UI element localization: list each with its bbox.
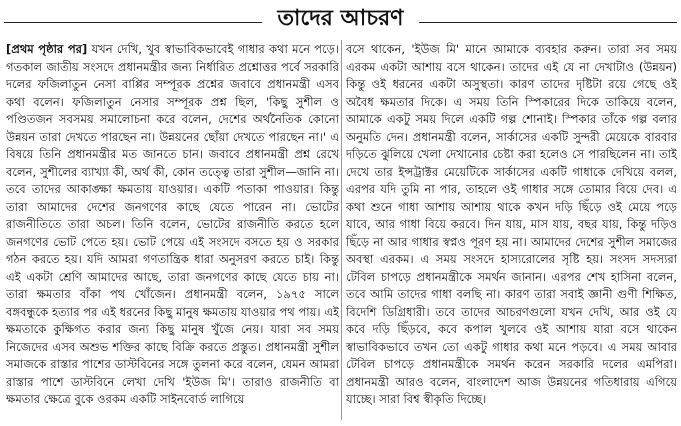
continued-from-front-page-tag: [প্রথম পৃষ্ঠার পর] <box>6 42 88 56</box>
headline: তাদের আচরণ <box>262 3 420 33</box>
headline-wrap <box>0 3 681 33</box>
left-column-paragraph <box>6 41 339 409</box>
column-divider <box>341 40 342 420</box>
right-column <box>346 41 677 409</box>
right-column-body: বসে থাকেন, 'ইউজ মি' মানে আমাকে ব্যবহার করুন। তারা সব সময় এরকম একটা আশায় বসে থাকেন। তাদের এই যে না দেখাটাও (উন্নয়ন) কিন্তু ওই ধরনের একটা অসুস্থতা। কারণ তাদের দৃষ্টিটা রয়ে গেছে ওই অবৈধ ক্ষমতার দিকে। এ সময় তিনি স্পিকারের দিকে তাকিয়ে বলেন, আমাকে একটু সময় দিলে একটি গল্প শোনাই। স্পিকার তাঁকে গল্প বলার অনুমতি দেন। প্রধানমন্ত্রী বলেন, সার্কাসের একটি সুন্দরী মেয়েকে বারবার দড়িতে ঝুলিয়ে খেলা দেখানোর চেষ্টা করা হলেও সে পারছিলেন না। তাই দেখে তার ইন্সট্রাক্টর মেয়েটিকে সার্কাসের একটি গাধাকে দেখিয়ে বলল, এরপর যদি তুমি না পার, তাহলে ওই গাধার সঙ্গে তোমার বিয়ে দেব। এ কথা শুনে গাধা আশায় আশায় থাকে কখন দড়ি ছিঁড়ে ওই মেয়ে পড়ে যাবে, আর গাধা বিয়ে করবে। দিন যায়, মাস যায়, বছর যায়, কিন্তু দড়িও ছিঁড়ে না আর গাধার স্বপ্নও পূরণ হয় না। আমাদের দেশের সুশীল সমাজের অবস্থা এরকম। এ সময় সংসদে হাস্যরোলের সৃষ্টি হয়। সংসদ সদস্যরা টেবিল চাপড়ে প্রধানমন্ত্রীকে সমর্থন জানান। এরপর শেখ হাসিনা বলেন, তবে আমি তাদের গাধা বলছি না। কারণ তারা সবাই জ্ঞানী গুণী শিক্ষিত, বিদেশি ডিগ্রিধারী। তবে তাদের আচরণগুলো যখন দেখি, আর ওই যে কবে দড়ি ছিঁড়বে, কবে কপাল খুলবে ওই আশায় যারা বসে থাকেন স্বাভাবিকভাবে তখন তো একটু গাধার কথা মনে পড়বে। এ সময় আবার টেবিল চাপড়ে প্রধানমন্ত্রীকে সমর্থন করেন সরকারি দলের এমপিরা। প্রধানমন্ত্রী আরও বলেন, বাংলাদেশ আজ উন্নয়নের গতিধারায় এগিয়ে যাচ্ছে। সারা বিশ্ব স্বীকৃতি দিচ্ছে। <box>346 42 677 406</box>
left-column <box>6 41 339 409</box>
left-column-body: যখন দেখি, খুব স্বাভাবিকভাবেই গাধার কথা মনে পড়ে। গতকাল জাতীয় সংসদে প্রধানমন্ত্রীর জন্য নির্ধারিত প্রশ্নোত্তর পর্বে সরকারি দলের ফজিলাতুন নেসা বাপ্পির সম্পূরক প্রশ্নের জবাবে প্রধানমন্ত্রী এসব কথা বলেন। ফজিলাতুন নেসার সম্পূরক প্রশ্ন ছিল, 'কিছু সুশীল ও পণ্ডিতজন সবসময় সমালোচনা করে বলেন, দেশের অর্থনৈতিক কোনো উন্নয়ন তারা দেখতে পারছেন না। উন্নয়নের ছোঁয়া দেখতে পারছেন না।' এ বিষয়ে তিনি প্রধানমন্ত্রীর মত জানতে চান। জবাবে প্রধানমন্ত্রী প্রশ্ন রেখে বলেন, সুশীলের ব্যাখ্যা কী, অর্থ কী, কোন তত্ত্বে তারা সুশীল—জানি না। তবে তাদের আকাঙ্ক্ষা ক্ষমতায় যাওয়ার। একটি পতাকা পাওয়ার। কিন্তু তারা আমাদের দেশের জনগণের কাছে যেতে পারেন না। ভোটের রাজনীতিতে তারা অচল। তিনি বলেন, ভোটের রাজনীতি করতে হলে জনগণের ভোট পেতে হয়। ভোট পেয়ে এই সংসদে বসতে হয় ও সরকার গঠন করতে হয়। যদি আমরা গণতান্ত্রিক ধারা অনুসরণ করতে চাই। কিন্তু এই একটা শ্রেণি আমাদের আছে, তারা জনগণের কাছে যেতে চায় না। তারা ক্ষমতার বাঁকা পথ খোঁজেন। প্রধানমন্ত্রী বলেন, ১৯৭৫ সালে বঙ্গবন্ধুকে হত্যার পর এই ধরনের কিছু মানুষ ক্ষমতায় যাওয়ার পথ পায়। এই ক্ষমতাকে কুক্ষিগত করার জন্য কিছু মানুষ খুঁজে নেয়। যারা সব সময় নিজেদের এসব অশুভ শক্তির কাছে বিক্রি করতে প্রস্তুত। প্রধানমন্ত্রী সুশীল সমাজকে রাস্তার পাশের ডাস্টবিনের সঙ্গে তুলনা করে বলেন, যেমন আমরা রাস্তার পাশে ডাস্টবিনে লেখা দেখি 'ইউজ মি'। তারাও রাজনীতি বা ক্ষমতার ক্ষেত্রে বুকে ওরকম একটি সাইনবোর্ড লাগিয়ে <box>6 42 339 406</box>
